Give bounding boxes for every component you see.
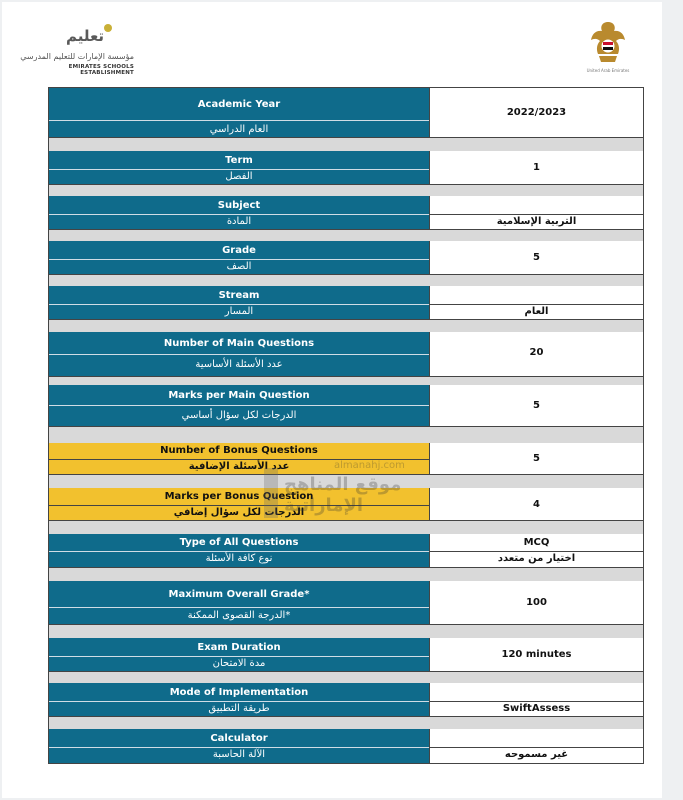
table-row-calculator <box>49 729 643 763</box>
table-row-subject <box>49 196 643 230</box>
label-ar: المسار <box>224 306 254 317</box>
table-row-exam-duration <box>49 638 643 672</box>
document-page <box>2 2 662 798</box>
label-ar: الآلة الحاسبة <box>212 749 266 760</box>
table-row-marks-bonus <box>49 488 643 521</box>
watermark-domain: almanahj.com <box>334 460 405 471</box>
value-text: MCQ <box>523 537 550 548</box>
value-text: 5 <box>533 400 540 411</box>
table-row-academic-year <box>49 88 643 138</box>
value-text: 4 <box>533 499 540 510</box>
label-en: Academic Year <box>197 99 281 110</box>
table-row-max-grade <box>49 581 643 625</box>
label-en: Marks per Main Question <box>168 390 310 401</box>
label-ar: الفصل <box>225 171 253 182</box>
label-ar: نوع كافة الأسئلة <box>205 553 273 564</box>
value-text: 100 <box>526 597 547 608</box>
label-ar: طريقة التطبيق <box>208 703 270 714</box>
label-ar: عدد الأسئلة الإضافية <box>188 461 290 472</box>
label-ar: مدة الامتحان <box>212 658 266 669</box>
value-text-ar: العام <box>524 306 549 317</box>
table-row-question-type <box>49 534 643 568</box>
value-text: SwiftAssess <box>502 703 571 714</box>
ese-logo <box>14 20 134 76</box>
exam-info-table <box>48 87 644 764</box>
label-en: Mode of Implementation <box>169 687 309 698</box>
label-en: Calculator <box>210 733 268 744</box>
label-en: Subject <box>217 200 261 211</box>
table-row-mode <box>49 683 643 717</box>
value-text-ar: غير مسموحه <box>504 749 569 760</box>
value-text: 2022/2023 <box>506 107 567 118</box>
value-text: 20 <box>529 347 544 358</box>
table-row-bonus-questions <box>49 443 643 475</box>
label-ar: الدرجات لكل سؤال إضافي <box>173 507 305 518</box>
value-text: 5 <box>533 252 540 263</box>
label-ar: الصف <box>226 261 252 272</box>
falcon-emblem-icon <box>588 18 628 68</box>
table-row-marks-main <box>49 385 643 427</box>
uae-emblem <box>588 18 628 78</box>
table-row-stream <box>49 286 643 320</box>
taleem-logo-mark: تعليم <box>62 22 108 50</box>
label-en: Exam Duration <box>197 642 281 653</box>
value-text: 5 <box>533 453 540 464</box>
label-en: Maximum Overall Grade* <box>168 589 310 600</box>
value-text: 120 minutes <box>501 649 572 660</box>
label-en: Number of Main Questions <box>163 338 315 349</box>
label-en: Grade <box>222 245 256 256</box>
uae-caption: United Arab Emirates <box>586 68 630 73</box>
label-ar: العام الدراسي <box>209 124 269 135</box>
label-ar: المادة <box>226 216 252 227</box>
ese-arabic-name: مؤسسة الإمارات للتعليم المدرسي <box>20 52 134 61</box>
value-text-ar: التربية الإسلامية <box>496 216 577 227</box>
label-en: Marks per Bonus Question <box>164 491 314 502</box>
label-ar: الدرجات لكل سؤال أساسي <box>181 410 297 421</box>
value-text: 1 <box>533 162 540 173</box>
value-text-ar: اختيار من متعدد <box>497 553 576 564</box>
label-en: Term <box>225 155 253 166</box>
table-row-term <box>49 151 643 185</box>
label-en: Type of All Questions <box>179 537 299 548</box>
label-en: Stream <box>218 290 260 301</box>
watermark-arabic: موقع المناهج الإماراتية <box>284 474 402 516</box>
ese-english-name: EMIRATES SCHOOLS ESTABLISHMENT <box>68 64 134 76</box>
table-row-grade <box>49 241 643 275</box>
label-ar: عدد الأسئلة الأساسية <box>195 359 283 370</box>
label-ar: الدرجة القصوى الممكنة* <box>187 610 291 621</box>
table-row-main-questions <box>49 332 643 377</box>
label-en: Number of Bonus Questions <box>160 445 318 456</box>
